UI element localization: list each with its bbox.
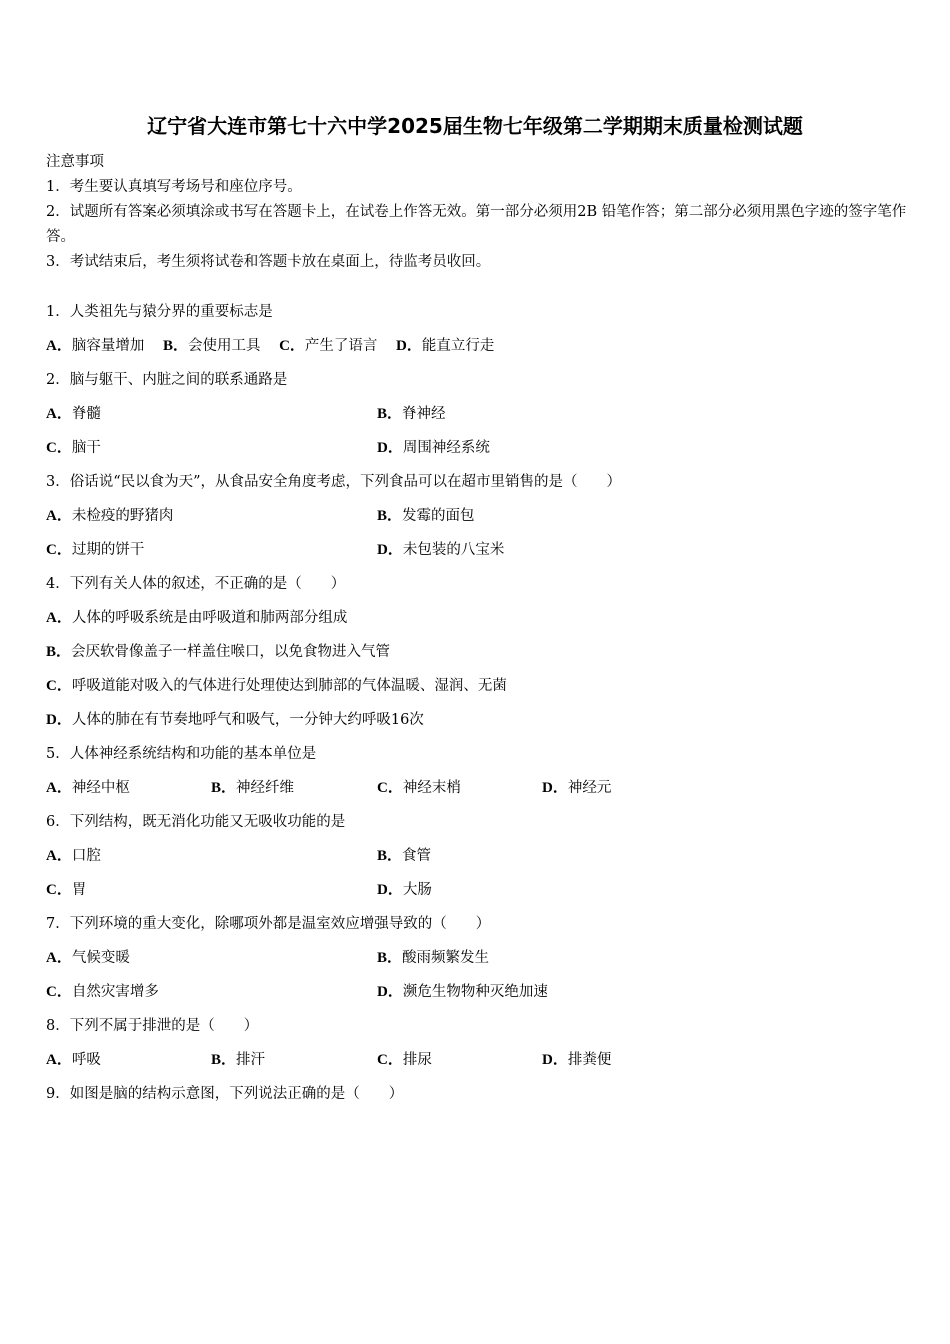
notice-section [46,150,908,275]
question-7-options-row-2 [46,978,908,1012]
question-5-option-b: B．神经纤维 [211,780,295,796]
question-7-option-a: A．气候变暖 [46,950,130,966]
question-1-options [46,332,908,366]
option-text: 人体的肺在有节奏地呼气和吸气，一分钟大约呼吸16次 [71,712,424,728]
question-8-option-d: D．排粪便 [542,1052,612,1068]
question-4-option-a [46,604,908,638]
question-3-option-a: A．未检疫的野猪肉 [46,508,174,524]
question-6-stem: 6．下列结构，既无消化功能又无吸收功能的是 [46,814,346,830]
question-4-stem: 4．下列有关人体的叙述，不正确的是（ ） [46,576,346,592]
question-8-stem: 8．下列不属于排泄的是（ ） [46,1018,259,1034]
question-7-stem: 7．下列环境的重大变化，除哪项外都是温室效应增强导致的（ ） [46,916,491,932]
option-letter: A． [46,610,72,626]
option-text: 人体的呼吸系统是由呼吸道和肺两部分组成 [71,610,348,626]
question-8-option-a: A．呼吸 [46,1052,101,1068]
question-3-option-b: B．发霉的面包 [377,508,475,524]
exam-title: 辽宁省大连市第七十六中学2025届生物七年级第二学期期末质量检测试题 [147,114,803,138]
question-5-options [46,774,908,808]
question-3-options-row-2 [46,536,908,570]
notice-item-2: 2．试题所有答案必须填涂或书写在答题卡上，在试卷上作答无效。第一部分必须用2B 铅笔作答；第二部分必须用黑色字迹的签字笔作答。 [46,204,907,245]
question-6-option-d: D．大肠 [377,882,432,898]
question-1-option-d: D．能直立行走 [396,338,495,354]
question-2-option-c: C．脑干 [46,440,101,456]
question-2-option-d: D．周围神经系统 [377,440,490,456]
question-2-stem: 2．脑与躯干、内脏之间的联系通路是 [46,372,288,388]
question-3-stem: 3．俗话说“民以食为天”，从食品安全角度考虑，下列食品可以在超市里销售的是（ ） [46,474,622,490]
question-2-options-row-2 [46,434,908,468]
question-1-stem: 1．人类祖先与猿分界的重要标志是 [46,304,273,320]
question-6-option-a: A．口腔 [46,848,101,864]
question-6-option-c: C．胃 [46,882,87,898]
question-6-option-b: B．食管 [377,848,432,864]
question-4-option-d [46,706,908,740]
question-7-option-b: B．酸雨频繁发生 [377,950,490,966]
option-text: 会厌软骨像盖子一样盖住喉口，以免食物进入气管 [71,644,391,660]
question-5-option-a: A．神经中枢 [46,780,130,796]
question-8-option-b: B．排汗 [211,1052,266,1068]
question-3-options-row-1 [46,502,908,536]
question-1-option-c: C．产生了语言 [279,338,378,354]
question-6-options-row-2 [46,876,908,910]
question-6-options-row-1 [46,842,908,876]
option-text: 呼吸道能对吸入的气体进行处理使达到肺部的气体温暖、湿润、无菌 [71,678,507,694]
question-5-option-d: D．神经元 [542,780,612,796]
notice-item-3: 3．考试结束后，考生须将试卷和答题卡放在桌面上，待监考员收回。 [46,254,491,270]
question-8-options [46,1046,908,1080]
question-5-option-c: C．神经末梢 [377,780,461,796]
question-1-option-b: B．会使用工具 [162,338,261,354]
question-9-stem: 9．如图是脑的结构示意图，下列说法正确的是（ ） [46,1086,404,1102]
question-2-option-b: B．脊神经 [377,406,446,422]
notice-item-1: 1．考生要认真填写考场号和座位序号。 [46,179,302,195]
notice-heading: 注意事项 [46,154,104,170]
question-4-option-c [46,672,908,706]
question-8-option-c: C．排尿 [377,1052,432,1068]
question-7-option-d: D．濒危生物物种灭绝加速 [377,984,548,1000]
question-3-option-c: C．过期的饼干 [46,542,145,558]
question-7-option-c: C．自然灾害增多 [46,984,159,1000]
question-7-options-row-1 [46,944,908,978]
question-2-options-row-1 [46,400,908,434]
question-1-option-a: A．脑容量增加 [46,338,145,354]
question-3-option-d: D．未包装的八宝米 [377,542,505,558]
option-letter: B． [46,644,72,660]
option-letter: C． [46,678,72,694]
question-list [46,298,908,1114]
option-letter: D． [46,712,72,728]
question-5-stem: 5．人体神经系统结构和功能的基本单位是 [46,746,317,762]
question-4-option-b [46,638,908,672]
question-2-option-a: A．脊髓 [46,406,101,422]
